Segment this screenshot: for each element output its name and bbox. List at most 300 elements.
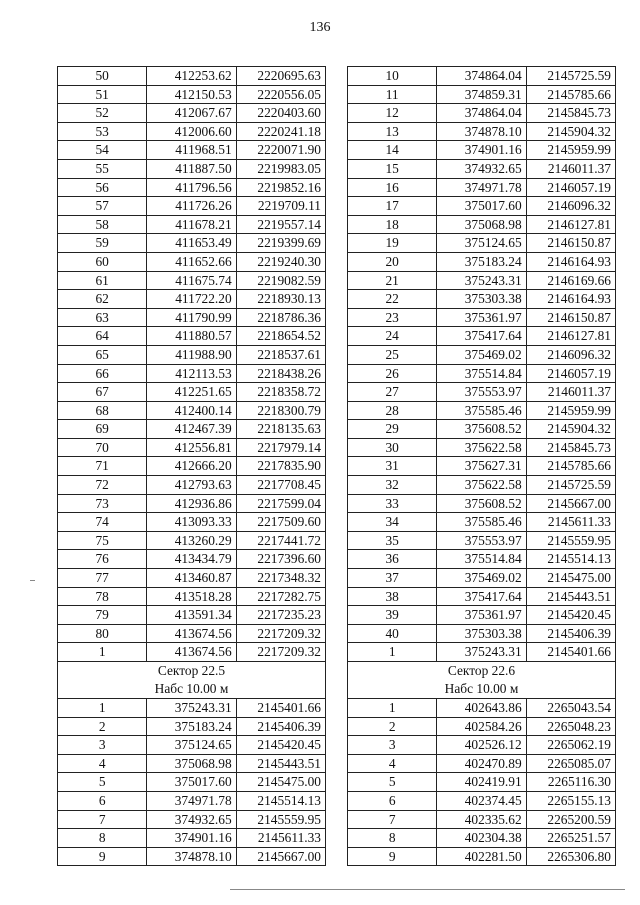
point-number-cell: 38 xyxy=(348,587,437,606)
x-coordinate-cell: 375068.98 xyxy=(437,215,526,234)
table-row xyxy=(348,699,616,718)
point-number-cell: 31 xyxy=(348,457,437,476)
table-row xyxy=(348,327,616,346)
x-coordinate-cell: 374878.10 xyxy=(147,847,236,866)
table-row xyxy=(58,494,326,513)
table-row xyxy=(348,104,616,123)
point-number-cell: 72 xyxy=(58,476,147,495)
y-coordinate-cell: 2145475.00 xyxy=(526,569,615,588)
table-row xyxy=(58,606,326,625)
table-row xyxy=(348,85,616,104)
table-row xyxy=(348,215,616,234)
y-coordinate-cell: 2265200.59 xyxy=(526,810,615,829)
table-row xyxy=(58,513,326,532)
table-row xyxy=(348,476,616,495)
y-coordinate-cell: 2265048.23 xyxy=(526,717,615,736)
point-number-cell: 65 xyxy=(58,345,147,364)
point-number-cell: 30 xyxy=(348,438,437,457)
point-number-cell: 60 xyxy=(58,252,147,271)
sector-header xyxy=(348,662,616,699)
x-coordinate-cell: 374864.04 xyxy=(437,104,526,123)
table-row xyxy=(348,122,616,141)
point-number-cell: 17 xyxy=(348,197,437,216)
point-number-cell: 53 xyxy=(58,122,147,141)
point-number-cell: 21 xyxy=(348,271,437,290)
table-row xyxy=(348,141,616,160)
y-coordinate-cell: 2219082.59 xyxy=(236,271,325,290)
table-row xyxy=(58,699,326,718)
point-number-cell: 11 xyxy=(348,85,437,104)
table-row xyxy=(58,569,326,588)
x-coordinate-cell: 375514.84 xyxy=(437,550,526,569)
x-coordinate-cell: 411675.74 xyxy=(147,271,236,290)
y-coordinate-cell: 2145845.73 xyxy=(526,438,615,457)
sector-header-row xyxy=(348,662,616,699)
point-number-cell: 78 xyxy=(58,587,147,606)
x-coordinate-cell: 374971.78 xyxy=(147,791,236,810)
y-coordinate-cell: 2217209.32 xyxy=(236,624,325,643)
point-number-cell: 7 xyxy=(58,810,147,829)
x-coordinate-cell: 375553.97 xyxy=(437,383,526,402)
point-number-cell: 67 xyxy=(58,383,147,402)
table-row xyxy=(348,420,616,439)
point-number-cell: 18 xyxy=(348,215,437,234)
table-row xyxy=(58,178,326,197)
y-coordinate-cell: 2265043.54 xyxy=(526,699,615,718)
y-coordinate-cell: 2145611.33 xyxy=(236,829,325,848)
point-number-cell: 69 xyxy=(58,420,147,439)
table-row xyxy=(348,773,616,792)
point-number-cell: 74 xyxy=(58,513,147,532)
point-number-cell: 22 xyxy=(348,290,437,309)
x-coordinate-cell: 412006.60 xyxy=(147,122,236,141)
x-coordinate-cell: 412467.39 xyxy=(147,420,236,439)
y-coordinate-cell: 2146150.87 xyxy=(526,234,615,253)
table-row xyxy=(58,624,326,643)
table-row xyxy=(58,643,326,662)
table-row xyxy=(348,345,616,364)
x-coordinate-cell: 412556.81 xyxy=(147,438,236,457)
sector-height: Набс 10.00 м xyxy=(444,681,519,696)
y-coordinate-cell: 2146164.93 xyxy=(526,290,615,309)
table-row xyxy=(348,67,616,86)
x-coordinate-cell: 402526.12 xyxy=(437,736,526,755)
point-number-cell: 5 xyxy=(58,773,147,792)
x-coordinate-cell: 375124.65 xyxy=(147,736,236,755)
x-coordinate-cell: 375608.52 xyxy=(437,494,526,513)
x-coordinate-cell: 375017.60 xyxy=(147,773,236,792)
x-coordinate-cell: 375017.60 xyxy=(437,197,526,216)
y-coordinate-cell: 2219399.69 xyxy=(236,234,325,253)
y-coordinate-cell: 2219557.14 xyxy=(236,215,325,234)
y-coordinate-cell: 2145725.59 xyxy=(526,476,615,495)
table-row xyxy=(58,438,326,457)
point-number-cell: 80 xyxy=(58,624,147,643)
x-coordinate-cell: 375361.97 xyxy=(437,606,526,625)
table-row xyxy=(58,141,326,160)
y-coordinate-cell: 2145475.00 xyxy=(236,773,325,792)
y-coordinate-cell: 2146127.81 xyxy=(526,215,615,234)
x-coordinate-cell: 412251.65 xyxy=(147,383,236,402)
table-row xyxy=(58,829,326,848)
y-coordinate-cell: 2145443.51 xyxy=(526,587,615,606)
y-coordinate-cell: 2145785.66 xyxy=(526,85,615,104)
sector-title: Сектор 22.5 xyxy=(157,663,226,678)
x-coordinate-cell: 413093.33 xyxy=(147,513,236,532)
x-coordinate-cell: 412400.14 xyxy=(147,401,236,420)
x-coordinate-cell: 402584.26 xyxy=(437,717,526,736)
x-coordinate-cell: 411652.66 xyxy=(147,252,236,271)
x-coordinate-cell: 374971.78 xyxy=(437,178,526,197)
x-coordinate-cell: 374864.04 xyxy=(437,67,526,86)
y-coordinate-cell: 2217348.32 xyxy=(236,569,325,588)
y-coordinate-cell: 2145904.32 xyxy=(526,420,615,439)
y-coordinate-cell: 2218930.13 xyxy=(236,290,325,309)
table-row xyxy=(348,178,616,197)
y-coordinate-cell: 2146057.19 xyxy=(526,178,615,197)
point-number-cell: 50 xyxy=(58,67,147,86)
x-coordinate-cell: 411722.20 xyxy=(147,290,236,309)
y-coordinate-cell: 2146150.87 xyxy=(526,308,615,327)
sector-header-row xyxy=(58,662,326,699)
y-coordinate-cell: 2265155.13 xyxy=(526,791,615,810)
point-number-cell: 29 xyxy=(348,420,437,439)
y-coordinate-cell: 2145420.45 xyxy=(526,606,615,625)
x-coordinate-cell: 412067.67 xyxy=(147,104,236,123)
x-coordinate-cell: 374878.10 xyxy=(437,122,526,141)
sector-header xyxy=(58,662,326,699)
x-coordinate-cell: 375417.64 xyxy=(437,327,526,346)
y-coordinate-cell: 2217441.72 xyxy=(236,531,325,550)
y-coordinate-cell: 2145785.66 xyxy=(526,457,615,476)
table-row xyxy=(58,587,326,606)
point-number-cell: 75 xyxy=(58,531,147,550)
y-coordinate-cell: 2145514.13 xyxy=(526,550,615,569)
y-coordinate-cell: 2219240.30 xyxy=(236,252,325,271)
table-row xyxy=(348,234,616,253)
x-coordinate-cell: 411678.21 xyxy=(147,215,236,234)
table-row xyxy=(58,531,326,550)
y-coordinate-cell: 2218135.63 xyxy=(236,420,325,439)
table-row xyxy=(348,810,616,829)
point-number-cell: 71 xyxy=(58,457,147,476)
point-number-cell: 57 xyxy=(58,197,147,216)
table-row xyxy=(58,420,326,439)
y-coordinate-cell: 2146169.66 xyxy=(526,271,615,290)
table-row xyxy=(348,606,616,625)
point-number-cell: 55 xyxy=(58,159,147,178)
table-row xyxy=(348,438,616,457)
x-coordinate-cell: 375183.24 xyxy=(147,717,236,736)
x-coordinate-cell: 375608.52 xyxy=(437,420,526,439)
x-coordinate-cell: 375622.58 xyxy=(437,476,526,495)
point-number-cell: 62 xyxy=(58,290,147,309)
x-coordinate-cell: 374901.16 xyxy=(147,829,236,848)
x-coordinate-cell: 375622.58 xyxy=(437,438,526,457)
y-coordinate-cell: 2146127.81 xyxy=(526,327,615,346)
point-number-cell: 4 xyxy=(58,754,147,773)
table-row xyxy=(348,587,616,606)
y-coordinate-cell: 2146164.93 xyxy=(526,252,615,271)
y-coordinate-cell: 2217835.90 xyxy=(236,457,325,476)
table-row xyxy=(348,308,616,327)
x-coordinate-cell: 412113.53 xyxy=(147,364,236,383)
point-number-cell: 34 xyxy=(348,513,437,532)
table-row xyxy=(348,252,616,271)
x-coordinate-cell: 411988.90 xyxy=(147,345,236,364)
point-number-cell: 64 xyxy=(58,327,147,346)
point-number-cell: 59 xyxy=(58,234,147,253)
point-number-cell: 76 xyxy=(58,550,147,569)
x-coordinate-cell: 375553.97 xyxy=(437,531,526,550)
point-number-cell: 56 xyxy=(58,178,147,197)
point-number-cell: 8 xyxy=(348,829,437,848)
y-coordinate-cell: 2145845.73 xyxy=(526,104,615,123)
y-coordinate-cell: 2219709.11 xyxy=(236,197,325,216)
point-number-cell: 5 xyxy=(348,773,437,792)
x-coordinate-cell: 413518.28 xyxy=(147,587,236,606)
x-coordinate-cell: 375361.97 xyxy=(437,308,526,327)
x-coordinate-cell: 411726.26 xyxy=(147,197,236,216)
y-coordinate-cell: 2217282.75 xyxy=(236,587,325,606)
x-coordinate-cell: 413460.87 xyxy=(147,569,236,588)
table-row xyxy=(348,383,616,402)
point-number-cell: 13 xyxy=(348,122,437,141)
x-coordinate-cell: 375303.38 xyxy=(437,624,526,643)
y-coordinate-cell: 2145420.45 xyxy=(236,736,325,755)
x-coordinate-cell: 402281.50 xyxy=(437,847,526,866)
x-coordinate-cell: 402335.62 xyxy=(437,810,526,829)
y-coordinate-cell: 2145514.13 xyxy=(236,791,325,810)
x-coordinate-cell: 412253.62 xyxy=(147,67,236,86)
x-coordinate-cell: 375514.84 xyxy=(437,364,526,383)
table-row xyxy=(348,847,616,866)
x-coordinate-cell: 413674.56 xyxy=(147,643,236,662)
x-coordinate-cell: 375243.31 xyxy=(437,643,526,662)
table-row xyxy=(348,624,616,643)
y-coordinate-cell: 2220403.60 xyxy=(236,104,325,123)
point-number-cell: 12 xyxy=(348,104,437,123)
y-coordinate-cell: 2219852.16 xyxy=(236,178,325,197)
y-coordinate-cell: 2145559.95 xyxy=(236,810,325,829)
y-coordinate-cell: 2220241.18 xyxy=(236,122,325,141)
x-coordinate-cell: 412150.53 xyxy=(147,85,236,104)
y-coordinate-cell: 2218537.61 xyxy=(236,345,325,364)
sector-title: Сектор 22.6 xyxy=(447,663,516,678)
point-number-cell: 2 xyxy=(58,717,147,736)
y-coordinate-cell: 2265085.07 xyxy=(526,754,615,773)
x-coordinate-cell: 402470.89 xyxy=(437,754,526,773)
y-coordinate-cell: 2145401.66 xyxy=(526,643,615,662)
point-number-cell: 10 xyxy=(348,67,437,86)
y-coordinate-cell: 2146057.19 xyxy=(526,364,615,383)
y-coordinate-cell: 2220556.05 xyxy=(236,85,325,104)
table-row xyxy=(58,215,326,234)
x-coordinate-cell: 411968.51 xyxy=(147,141,236,160)
sector-height: Набс 10.00 м xyxy=(154,681,229,696)
table-row xyxy=(58,252,326,271)
point-number-cell: 73 xyxy=(58,494,147,513)
footer-rule xyxy=(230,889,625,890)
table-row xyxy=(58,773,326,792)
y-coordinate-cell: 2219983.05 xyxy=(236,159,325,178)
point-number-cell: 3 xyxy=(348,736,437,755)
x-coordinate-cell: 413674.56 xyxy=(147,624,236,643)
table-row xyxy=(348,401,616,420)
point-number-cell: 33 xyxy=(348,494,437,513)
table-body xyxy=(58,67,326,866)
table-row xyxy=(348,569,616,588)
x-coordinate-cell: 374932.65 xyxy=(437,159,526,178)
point-number-cell: 1 xyxy=(348,643,437,662)
table-row xyxy=(348,550,616,569)
x-coordinate-cell: 413591.34 xyxy=(147,606,236,625)
point-number-cell: 20 xyxy=(348,252,437,271)
y-coordinate-cell: 2218438.26 xyxy=(236,364,325,383)
table-row xyxy=(58,550,326,569)
table-row xyxy=(58,271,326,290)
table-row xyxy=(58,810,326,829)
point-number-cell: 66 xyxy=(58,364,147,383)
y-coordinate-cell: 2265306.80 xyxy=(526,847,615,866)
point-number-cell: 39 xyxy=(348,606,437,625)
y-coordinate-cell: 2145406.39 xyxy=(526,624,615,643)
point-number-cell: 79 xyxy=(58,606,147,625)
point-number-cell: 14 xyxy=(348,141,437,160)
table-row xyxy=(348,457,616,476)
table-row xyxy=(348,290,616,309)
x-coordinate-cell: 402374.45 xyxy=(437,791,526,810)
x-coordinate-cell: 375303.38 xyxy=(437,290,526,309)
y-coordinate-cell: 2218654.52 xyxy=(236,327,325,346)
x-coordinate-cell: 375469.02 xyxy=(437,569,526,588)
x-coordinate-cell: 374932.65 xyxy=(147,810,236,829)
point-number-cell: 32 xyxy=(348,476,437,495)
point-number-cell: 36 xyxy=(348,550,437,569)
x-coordinate-cell: 375627.31 xyxy=(437,457,526,476)
point-number-cell: 70 xyxy=(58,438,147,457)
table-row xyxy=(58,290,326,309)
table-row xyxy=(58,345,326,364)
point-number-cell: 40 xyxy=(348,624,437,643)
point-number-cell: 24 xyxy=(348,327,437,346)
point-number-cell: 1 xyxy=(58,643,147,662)
x-coordinate-cell: 411653.49 xyxy=(147,234,236,253)
table-row xyxy=(58,67,326,86)
point-number-cell: 58 xyxy=(58,215,147,234)
x-coordinate-cell: 413434.79 xyxy=(147,550,236,569)
x-coordinate-cell: 411887.50 xyxy=(147,159,236,178)
x-coordinate-cell: 413260.29 xyxy=(147,531,236,550)
y-coordinate-cell: 2265251.57 xyxy=(526,829,615,848)
table-row xyxy=(348,717,616,736)
x-coordinate-cell: 375469.02 xyxy=(437,345,526,364)
y-coordinate-cell: 2145611.33 xyxy=(526,513,615,532)
y-coordinate-cell: 2217209.32 xyxy=(236,643,325,662)
y-coordinate-cell: 2146011.37 xyxy=(526,383,615,402)
point-number-cell: 19 xyxy=(348,234,437,253)
page-number: 136 xyxy=(309,20,331,35)
table-row xyxy=(58,383,326,402)
x-coordinate-cell: 375068.98 xyxy=(147,754,236,773)
point-number-cell: 25 xyxy=(348,345,437,364)
y-coordinate-cell: 2145401.66 xyxy=(236,699,325,718)
y-coordinate-cell: 2145959.99 xyxy=(526,141,615,160)
table-row xyxy=(348,736,616,755)
table-row xyxy=(348,159,616,178)
point-number-cell: 54 xyxy=(58,141,147,160)
x-coordinate-cell: 402643.86 xyxy=(437,699,526,718)
y-coordinate-cell: 2217509.60 xyxy=(236,513,325,532)
y-coordinate-cell: 2218786.36 xyxy=(236,308,325,327)
x-coordinate-cell: 374859.31 xyxy=(437,85,526,104)
table-row xyxy=(58,85,326,104)
x-coordinate-cell: 411790.99 xyxy=(147,308,236,327)
point-number-cell: 23 xyxy=(348,308,437,327)
y-coordinate-cell: 2145959.99 xyxy=(526,401,615,420)
x-coordinate-cell: 375124.65 xyxy=(437,234,526,253)
table-row xyxy=(58,234,326,253)
y-coordinate-cell: 2145443.51 xyxy=(236,754,325,773)
table-row xyxy=(58,364,326,383)
x-coordinate-cell: 374901.16 xyxy=(437,141,526,160)
table-row xyxy=(58,104,326,123)
table-row xyxy=(58,327,326,346)
margin-mark xyxy=(30,580,35,581)
table-row xyxy=(58,457,326,476)
point-number-cell: 6 xyxy=(58,791,147,810)
point-number-cell: 15 xyxy=(348,159,437,178)
table-row xyxy=(58,401,326,420)
x-coordinate-cell: 412666.20 xyxy=(147,457,236,476)
point-number-cell: 35 xyxy=(348,531,437,550)
coordinates-table-right xyxy=(347,66,616,866)
table-row xyxy=(58,122,326,141)
table-row xyxy=(58,736,326,755)
coordinates-table-left xyxy=(57,66,326,866)
point-number-cell: 9 xyxy=(58,847,147,866)
point-number-cell: 6 xyxy=(348,791,437,810)
table-row xyxy=(348,829,616,848)
x-coordinate-cell: 412936.86 xyxy=(147,494,236,513)
x-coordinate-cell: 402419.91 xyxy=(437,773,526,792)
table-body xyxy=(348,67,616,866)
point-number-cell: 4 xyxy=(348,754,437,773)
table-row xyxy=(58,754,326,773)
y-coordinate-cell: 2217708.45 xyxy=(236,476,325,495)
y-coordinate-cell: 2265062.19 xyxy=(526,736,615,755)
x-coordinate-cell: 402304.38 xyxy=(437,829,526,848)
point-number-cell: 77 xyxy=(58,569,147,588)
y-coordinate-cell: 2265116.30 xyxy=(526,773,615,792)
table-row xyxy=(348,197,616,216)
y-coordinate-cell: 2146096.32 xyxy=(526,197,615,216)
point-number-cell: 61 xyxy=(58,271,147,290)
point-number-cell: 28 xyxy=(348,401,437,420)
table-row xyxy=(348,791,616,810)
point-number-cell: 1 xyxy=(348,699,437,718)
table-row xyxy=(58,308,326,327)
y-coordinate-cell: 2145725.59 xyxy=(526,67,615,86)
y-coordinate-cell: 2145667.00 xyxy=(526,494,615,513)
x-coordinate-cell: 375243.31 xyxy=(437,271,526,290)
y-coordinate-cell: 2218300.79 xyxy=(236,401,325,420)
y-coordinate-cell: 2220071.90 xyxy=(236,141,325,160)
y-coordinate-cell: 2220695.63 xyxy=(236,67,325,86)
y-coordinate-cell: 2218358.72 xyxy=(236,383,325,402)
x-coordinate-cell: 375417.64 xyxy=(437,587,526,606)
table-row xyxy=(58,717,326,736)
